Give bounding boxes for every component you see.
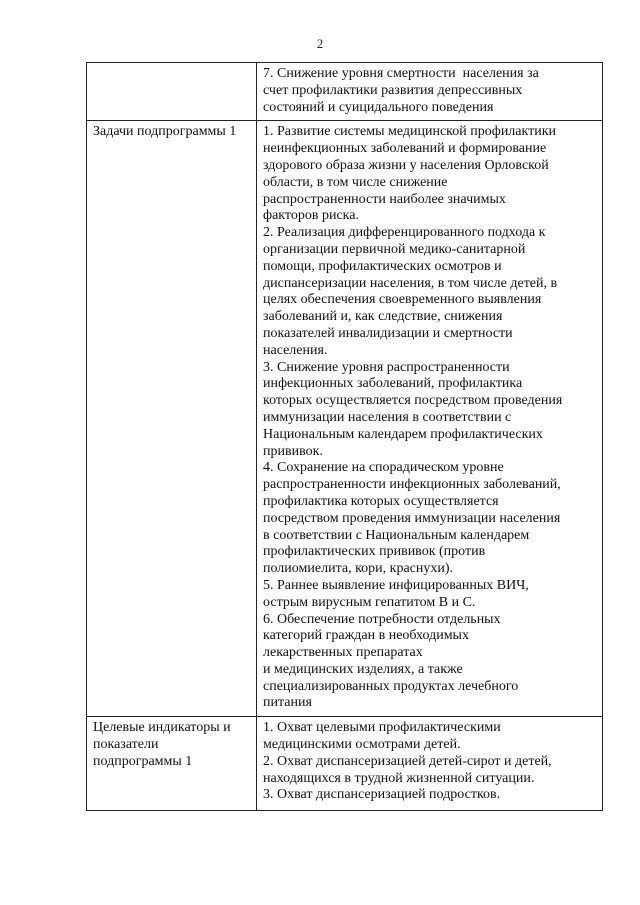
text-line: распространенности наиболее значимых (263, 191, 506, 207)
text-line: 6. Обеспечение потребности отдельных (263, 611, 501, 627)
text-line: в соответствии с Национальным календарем (263, 527, 530, 543)
text-line: факторов риска. (263, 208, 359, 224)
table-row-tasks (87, 121, 603, 717)
text-line: находящихся в трудной жизненной ситуации. (263, 770, 535, 786)
subprogram-table (86, 62, 603, 811)
text-line: неинфекционных заболеваний и формирование (263, 141, 547, 157)
text-line: которых осуществляется посредством проведения (263, 393, 563, 409)
text-line: организации первичной медико-санитарной (263, 241, 526, 257)
row-label-cell (87, 121, 257, 717)
text-line: 7. Снижение уровня смертности населения за (263, 66, 539, 81)
text-line: помощи, профилактических осмотров и (263, 258, 502, 274)
text-line: профилактика которых осуществляется (263, 493, 499, 509)
text-line: целях обеспечения своевременного выявления (263, 292, 542, 308)
row-content-cell (257, 121, 603, 717)
text-line: подпрограммы 1 (93, 753, 193, 769)
text-line: инфекционных заболеваний, профилактика (263, 376, 523, 392)
text-line: профилактических прививок (против (263, 544, 486, 560)
table-row-goals-continued (87, 63, 603, 121)
text-line: показателей инвалидизации и смертности (263, 325, 513, 341)
text-line: 5. Раннее выявление инфицированных ВИЧ, (263, 577, 529, 593)
text-line: Национальным календарем профилактических (263, 426, 543, 442)
page-number: 2 (316, 36, 324, 51)
row-content-cell (257, 717, 603, 811)
text-line: специализированных продуктах лечебного (263, 678, 519, 694)
text-line: 2. Охват диспансеризацией детей-сирот и детей, (263, 753, 552, 769)
text-line: состояний и суицидального поведения (263, 99, 494, 115)
text-line: 3. Охват диспансеризацией подростков. (263, 787, 501, 803)
text-line: Целевые индикаторы и (93, 720, 231, 736)
text-line: распространенности инфекционных заболеваний, (263, 477, 561, 493)
text-line: заболеваний и, как следствие, снижения (263, 309, 503, 325)
text-line: диспансеризации населения, в том числе детей, в (263, 275, 558, 291)
row-label-cell (87, 717, 257, 811)
text-line: Задачи подпрограммы 1 (93, 124, 237, 140)
text-line: 4. Сохранение на спорадическом уровне (263, 460, 504, 476)
text-line: 2. Реализация дифференцированного подхода к (263, 225, 546, 241)
text-line: здорового образа жизни у населения Орловской (263, 157, 549, 173)
text-line: питания (263, 695, 312, 711)
text-line: населения. (263, 342, 328, 358)
text-line: 1. Охват целевыми профилактическими (263, 720, 501, 736)
text-line: и медицинских изделиях, а также (263, 661, 463, 677)
text-line: полиомиелита, кори, краснухи). (263, 561, 454, 577)
text-line: иммунизации населения в соответствии с (263, 409, 512, 425)
text-line: острым вирусным гепатитом В и С. (263, 594, 476, 610)
text-line: категорий граждан в необходимых (263, 628, 469, 644)
text-line: посредством проведения иммунизации населения (263, 510, 561, 526)
text-line: показатели (93, 737, 159, 753)
text-line: счет профилактики развития депрессивных (263, 82, 523, 98)
text-line: лекарственных препаратах (263, 645, 423, 661)
text-line: прививок. (263, 443, 323, 459)
row-content-cell (257, 63, 603, 121)
row-label-cell (87, 63, 257, 121)
text-line: области, в том числе снижение (263, 174, 448, 190)
table-row-indicators (87, 717, 603, 811)
text-line: 3. Снижение уровня распространенности (263, 359, 510, 375)
text-line: 1. Развитие системы медицинской профилактики (263, 124, 557, 140)
text-line: медицинскими осмотрами детей. (263, 737, 461, 753)
